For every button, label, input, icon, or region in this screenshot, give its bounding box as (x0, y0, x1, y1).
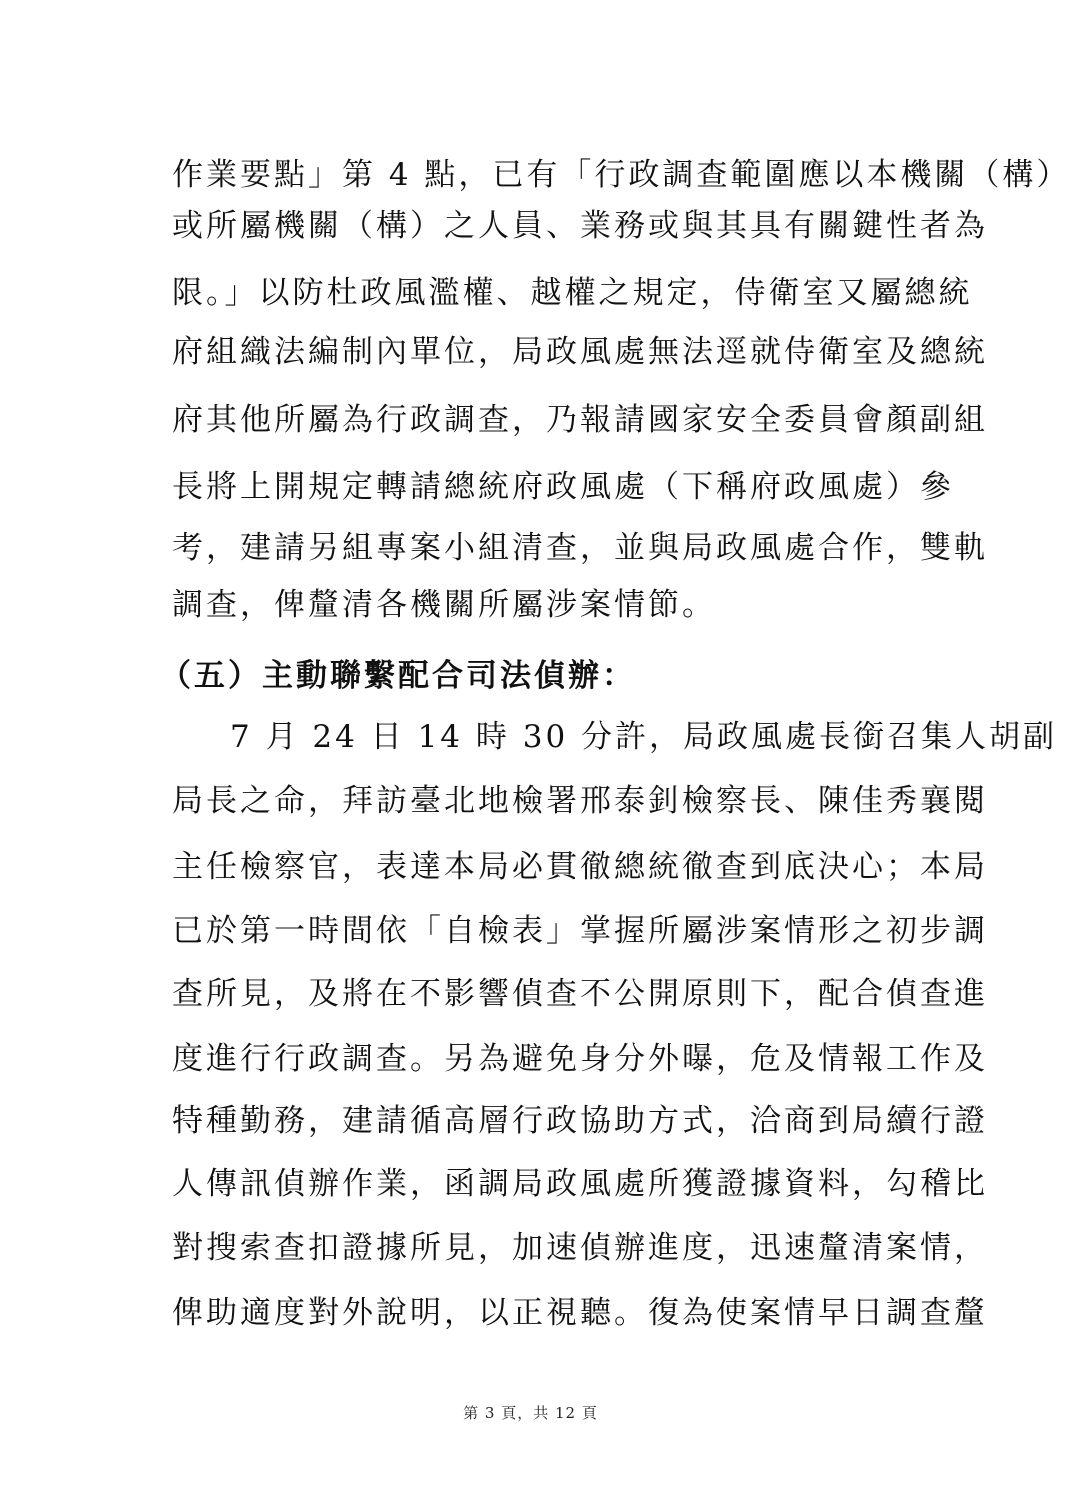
paragraph-1-line-2: 或所屬機關（構）之人員、業務或與其具有關鍵性者為 (172, 208, 988, 244)
paragraph-1-line-3: 限。」以防杜政風濫權、越權之規定，侍衛室又屬總統 (172, 275, 973, 311)
paragraph-2-line-5: 查所見，及將在不影響偵查不公開原則下，配合偵查進 (172, 976, 988, 1012)
page-number: 第 3 頁，共 12 頁 (463, 1404, 598, 1422)
paragraph-2-line-6: 度進行行政調查。另為避免身分外曝，危及情報工作及 (172, 1041, 988, 1077)
section-heading: （五）主動聯繫配合司法偵辦： (160, 658, 636, 694)
paragraph-2-line-3: 主任檢察官，表達本局必貫徹總統徹查到底決心；本局 (172, 849, 988, 885)
paragraph-1-line-6: 長將上開規定轉請總統府政風處（下稱府政風處）參 (172, 469, 954, 505)
paragraph-2-line-4: 已於第一時間依「自檢表」掌握所屬涉案情形之初步調 (172, 913, 988, 949)
paragraph-2-line-9: 對搜索查扣證據所見，加速偵辦進度，迅速釐清案情， (172, 1230, 988, 1266)
paragraph-2-line-10: 俾助適度對外說明，以正視聽。復為使案情早日調查釐 (172, 1295, 988, 1331)
paragraph-1-line-1: 作業要點」第 4 點，已有「行政調查範圍應以本機關（構） (172, 157, 1070, 193)
paragraph-2-line-2: 局長之命，拜訪臺北地檢署邢泰釗檢察長、陳佳秀襄閱 (172, 783, 988, 819)
paragraph-2-line-8: 人傳訊偵辦作業，函調局政風處所獲證據資料，勾稽比 (172, 1166, 988, 1202)
paragraph-1-line-7: 考，建請另組專案小組清查，並與局政風處合作，雙軌 (172, 530, 988, 566)
paragraph-1-line-4: 府組織法編制內單位，局政風處無法逕就侍衛室及總統 (172, 334, 988, 370)
paragraph-1-line-8: 調查，俾釐清各機關所屬涉案情節。 (172, 587, 716, 623)
paragraph-1-line-5: 府其他所屬為行政調查，乃報請國家安全委員會顏副組 (172, 402, 988, 438)
paragraph-2-line-1: 7 月 24 日 14 時 30 分許，局政風處長銜召集人胡副 (230, 719, 1058, 755)
paragraph-2-line-7: 特種勤務，建請循高層行政協助方式，洽商到局續行證 (172, 1103, 988, 1139)
